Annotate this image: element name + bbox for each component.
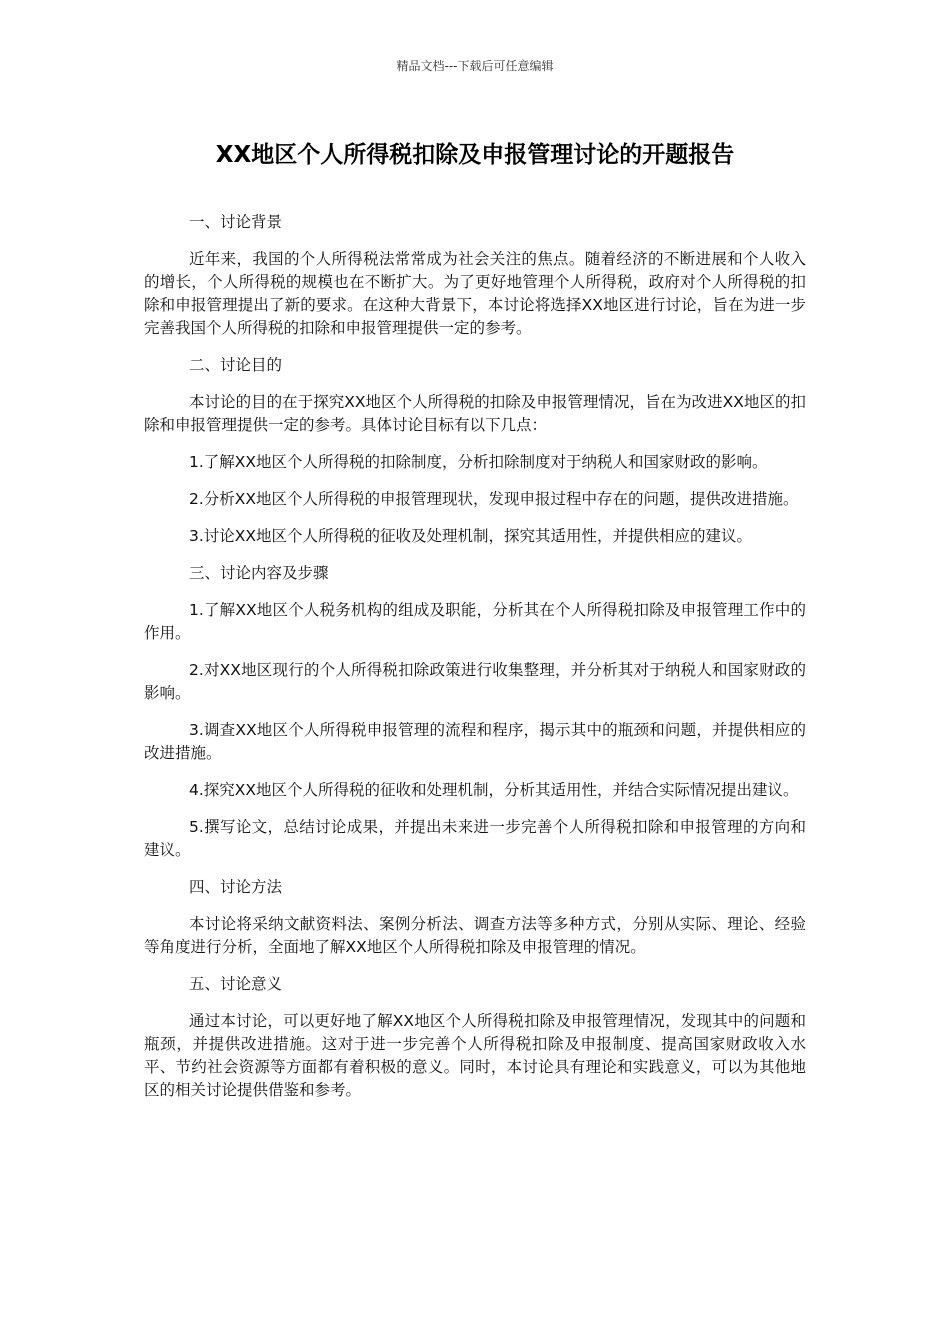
paragraph-background: 近年来，我国的个人所得税法常常成为社会关注的焦点。随着经济的不断进展和个人收入的增长，个人所得税的规模也在不断扩大。为了更好地管理个人所得税，政府对个人所得税的扣除和申报管理提出了新的要求。在这种大背景下，本讨论将选择XX地区进行讨论，旨在为进一步完善我国个人所得税的扣除和申报管理提供一定的参考。 <box>144 250 806 337</box>
section-heading-method: 四、讨论方法 <box>189 878 283 896</box>
content-step: 1.了解XX地区个人税务机构的组成及职能，分析其在个人所得税扣除及申报管理工作中的作用。 <box>144 601 806 642</box>
content-step: 3.调查XX地区个人所得税申报管理的流程和程序，揭示其中的瓶颈和问题，并提供相应的改进措施。 <box>144 721 806 762</box>
content-step: 2.对XX地区现行的个人所得税扣除政策进行收集整理，并分析其对于纳税人和国家财政的影响。 <box>144 661 806 702</box>
content-step: 5.撰写论文，总结讨论成果，并提出未来进一步完善个人所得税扣除和申报管理的方向和建议。 <box>144 818 806 859</box>
section-heading-significance: 五、讨论意义 <box>189 975 283 993</box>
purpose-item: 2.分析XX地区个人所得税的申报管理现状，发现申报过程中存在的问题，提供改进措施。 <box>189 490 799 508</box>
document-title: XX地区个人所得税扣除及申报管理讨论的开题报告 <box>215 142 735 168</box>
purpose-item: 3.讨论XX地区个人所得税的征收及处理机制，探究其适用性，并提供相应的建议。 <box>189 527 753 545</box>
section-heading-content: 三、讨论内容及步骤 <box>189 564 329 582</box>
document-body <box>144 211 806 1116</box>
header-note: 精品文档---下载后可任意编辑 <box>396 59 554 73</box>
purpose-item: 1.了解XX地区个人所得税的扣除制度，分析扣除制度对于纳税人和国家财政的影响。 <box>189 453 768 471</box>
content-step: 4.探究XX地区个人所得税的征收和处理机制，分析其适用性，并结合实际情况提出建议。 <box>189 781 799 799</box>
section-heading-purpose: 二、讨论目的 <box>189 356 283 374</box>
paragraph-purpose: 本讨论的目的在于探究XX地区个人所得税的扣除及申报管理情况，旨在为改进XX地区的扣除和申报管理提供一定的参考。具体讨论目标有以下几点： <box>144 393 806 434</box>
section-heading-background: 一、讨论背景 <box>189 213 283 231</box>
paragraph-method: 本讨论将采纳文献资料法、案例分析法、调查方法等多种方式，分别从实际、理论、经验等角度进行分析，全面地了解XX地区个人所得税扣除及申报管理的情况。 <box>144 915 806 956</box>
paragraph-significance: 通过本讨论，可以更好地了解XX地区个人所得税扣除及申报管理情况，发现其中的问题和瓶颈，并提供改进措施。这对于进一步完善个人所得税扣除及申报制度、提高国家财政收入水平、节约社会资源等方面都有着积极的意义。同时，本讨论具有理论和实践意义，可以为其他地区的相关讨论提供借鉴和参考。 <box>144 1012 806 1099</box>
